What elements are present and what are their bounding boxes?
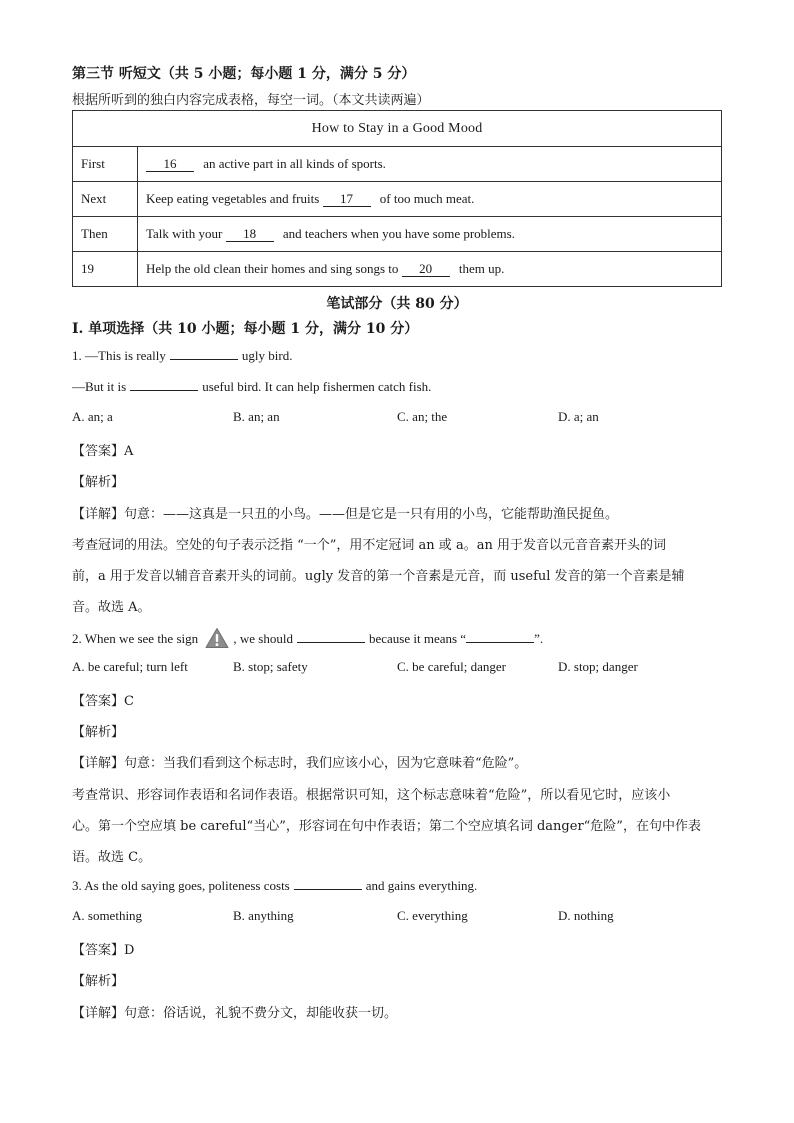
q1-option-d[interactable]: D. a; an [558, 409, 599, 424]
q1-analysis: 【解析】 [72, 475, 125, 490]
table-row [73, 217, 722, 252]
row-content: Talk with your 18 and teachers when you have some problems. [138, 217, 722, 252]
q2-explain-line: 语。故选 C。 [72, 850, 152, 865]
q1-answer: 【答案】A [72, 444, 134, 459]
q2-detail: 【详解】句意：当我们看到这个标志时，我们应该小心，因为它意味着“危险”。 [72, 756, 528, 771]
table-row [73, 147, 722, 182]
q2-answer: 【答案】C [72, 694, 134, 709]
row-content: Keep eating vegetables and fruits 17 of too much meat. [138, 182, 722, 217]
q1-option-c[interactable]: C. an; the [397, 409, 448, 424]
answer-blank[interactable] [466, 630, 534, 643]
section-title: 第三节 听短文（共 5 小题；每小题 1 分，满分 5 分） [72, 66, 416, 82]
row-content: 16 an active part in all kinds of sports. [138, 147, 722, 182]
q3-analysis: 【解析】 [72, 974, 125, 989]
answer-blank[interactable]: 18 [226, 227, 274, 242]
q2-analysis: 【解析】 [72, 725, 125, 740]
q1-explain-line: 音。故选 A。 [72, 600, 151, 615]
answer-blank[interactable] [297, 630, 365, 643]
table-row [73, 252, 722, 287]
q1-option-a[interactable]: A. an; a [72, 409, 113, 424]
row-label: Next [73, 182, 138, 217]
mood-table [72, 110, 722, 287]
answer-blank[interactable] [294, 877, 362, 890]
q3-option-b[interactable]: B. anything [233, 908, 294, 923]
q1-explain-line: 前，a 用于发音以辅音音素开头的词前。ugly 发音的第一个音素是元音，而 useful 发音的第一个音素是辅 [72, 569, 685, 584]
row-content: Help the old clean their homes and sing songs to 20 them up. [138, 252, 722, 287]
answer-blank[interactable]: 20 [402, 262, 450, 277]
q3-option-d[interactable]: D. nothing [558, 908, 614, 923]
q2-option-d[interactable]: D. stop; danger [558, 659, 638, 674]
answer-blank[interactable]: 16 [146, 157, 194, 172]
row-label: First [73, 147, 138, 182]
section-instruction: 根据所听到的独白内容完成表格，每空一词。（本文共读两遍） [72, 93, 430, 108]
answer-blank[interactable] [130, 378, 198, 391]
q2-explain-line: 心。第一个空应填 be careful“当心”，形容词在句中作表语；第二个空应填名词 danger“危险”，在句中作表 [72, 819, 701, 834]
written-part-title: 笔试部分（共 80 分） [326, 296, 468, 312]
q3-option-a[interactable]: A. something [72, 908, 143, 923]
q3-answer: 【答案】D [72, 943, 135, 958]
q3-stem: 3. As the old saying goes, politeness costs and gains everything. [72, 878, 478, 893]
q2-explain-line: 考查常识、形容词作表语和名词作表语。根据常识可知，这个标志意味着“危险”，所以看见它时，应该小 [72, 788, 671, 803]
q2-option-a[interactable]: A. be careful; turn left [72, 659, 188, 674]
q3-option-c[interactable]: C. everything [397, 908, 468, 923]
row-label: 19 [73, 252, 138, 287]
q1-option-b[interactable]: B. an; an [233, 409, 280, 424]
q1-line2: —But it is useful bird. It can help fishermen catch fish. [72, 379, 432, 394]
answer-blank[interactable]: 17 [323, 192, 371, 207]
q1-detail: 【详解】句意：——这真是一只丑的小鸟。——但是它是一只有用的小鸟，它能帮助渔民捉鱼。 [72, 507, 619, 522]
warning-triangle-icon [205, 627, 229, 649]
table-row [73, 182, 722, 217]
q2-stem: 2. When we see the sign , we should because it means “ ”. [72, 627, 543, 649]
q2-option-b[interactable]: B. stop; safety [233, 659, 308, 674]
part1-title: Ⅰ. 单项选择（共 10 小题；每小题 1 分，满分 10 分） [72, 321, 419, 337]
table-caption: How to Stay in a Good Mood [73, 111, 722, 147]
q1-explain-line: 考查冠词的用法。空处的句子表示泛指 “一个”，用不定冠词 an 或 a。an 用于发音以元音音素开头的词 [72, 538, 666, 553]
row-label: Then [73, 217, 138, 252]
q3-detail: 【详解】句意：俗话说，礼貌不费分文，却能收获一切。 [72, 1006, 398, 1021]
q2-option-c[interactable]: C. be careful; danger [397, 659, 507, 674]
answer-blank[interactable] [170, 347, 238, 360]
q1-line1: 1. —This is really ugly bird. [72, 348, 293, 363]
